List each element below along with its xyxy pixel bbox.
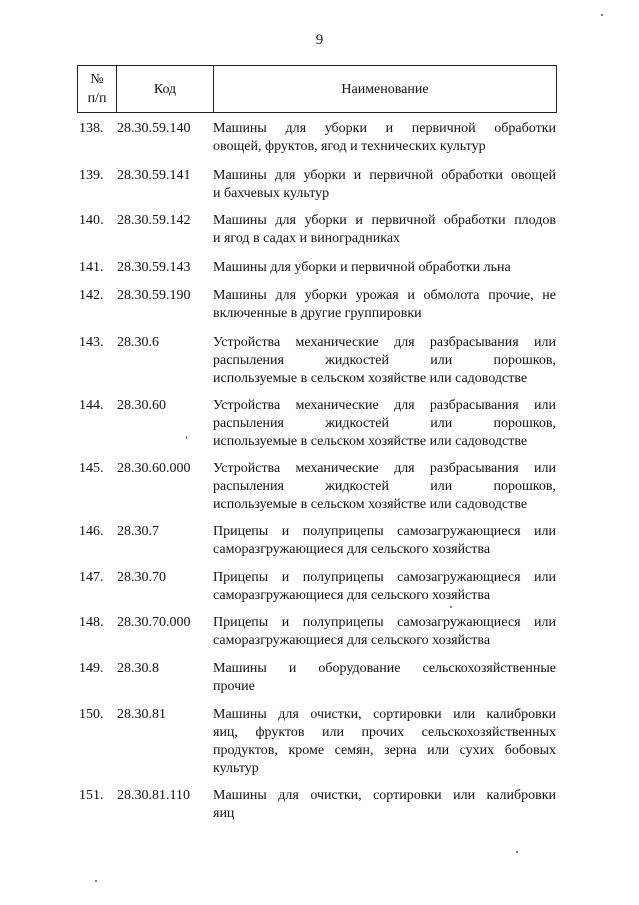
row-code: 28.30.81.110 (117, 788, 190, 803)
row-number: 140. (79, 213, 104, 228)
row-code: 28.30.59.190 (117, 288, 191, 303)
row-name (213, 706, 556, 778)
row-name-line: Машины для уборки урожая и обмолота прочие, не (213, 288, 556, 303)
row-name (213, 460, 556, 514)
row-number: 149. (79, 661, 104, 676)
row-number: 150. (79, 707, 104, 722)
row-name-line: Машины для уборки и первичной обработки плодов (213, 213, 556, 228)
row-code: 28.30.70 (117, 570, 166, 585)
row-name-line: Машины для уборки и первичной обработки овощей (213, 168, 556, 183)
scan-speck (450, 606, 452, 608)
scan-speck (95, 880, 97, 882)
row-code: 28.30.6 (117, 335, 159, 350)
row-name (213, 167, 556, 203)
row-number: 139. (79, 168, 104, 183)
row-name-line: Машины для уборки и первичной обработки льна (213, 260, 511, 275)
row-number: 146. (79, 524, 104, 539)
row-code: 28.30.59.141 (117, 168, 191, 183)
row-name-line: саморазгружающиеся для сельского хозяйства (213, 588, 491, 603)
row-name (213, 569, 556, 605)
row-name-line: Прицепы и полуприцепы самозагружающиеся или (213, 570, 556, 585)
row-number: 148. (79, 615, 104, 630)
row-name-line: саморазгружающиеся для сельского хозяйства (213, 542, 491, 557)
row-name-line: распыления жидкостей или порошков, (213, 353, 556, 368)
row-name (213, 523, 556, 559)
row-name-line: используемые в сельском хозяйстве или садоводстве (213, 497, 528, 512)
row-name (213, 660, 556, 696)
row-name (213, 212, 556, 248)
row-number: 145. (79, 461, 104, 476)
row-number: 151. (79, 788, 104, 803)
row-code: 28.30.60 (117, 398, 166, 413)
row-name-line: Устройства механические для разбрасывания или (213, 398, 556, 413)
row-code: 28.30.70.000 (117, 615, 191, 630)
row-name (213, 787, 556, 823)
row-name-line: культур (213, 761, 259, 776)
row-code: 28.30.60.000 (117, 461, 191, 476)
row-name-line: распыления жидкостей или порошков, (213, 479, 556, 494)
header-num-cell (78, 66, 117, 113)
page-number: 9 (315, 32, 324, 48)
row-name (213, 614, 556, 650)
row-name-line: Машины для очистки, сортировки или калибровки (213, 707, 556, 722)
row-number: 144. (79, 398, 104, 413)
row-name-line: Прицепы и полуприцепы самозагружающиеся или (213, 524, 556, 539)
scan-speck (516, 851, 518, 853)
row-code: 28.30.59.143 (117, 260, 191, 275)
scan-speck (186, 436, 187, 439)
row-code: 28.30.8 (117, 661, 159, 676)
row-name-line: используемые в сельском хозяйстве или садоводстве (213, 371, 528, 386)
row-name-line: овощей, фруктов, ягод и технических культур (213, 139, 486, 154)
row-name (213, 259, 556, 277)
row-name-line: Устройства механические для разбрасывания или (213, 461, 556, 476)
row-name-line: Устройства механические для разбрасывания или (213, 335, 556, 350)
row-name-line: Машины для очистки, сортировки или калибровки (213, 788, 556, 803)
row-name-line: Машины для уборки и первичной обработки (213, 121, 556, 136)
row-name-line: включенные в другие группировки (213, 306, 422, 321)
row-name-line: Прицепы и полуприцепы самозагружающиеся или (213, 615, 556, 630)
header-name-cell: Наименование (214, 66, 557, 113)
row-name-line: и бахчевых культур (213, 186, 330, 201)
row-code: 28.30.7 (117, 524, 159, 539)
row-name (213, 397, 556, 451)
scan-speck (601, 14, 603, 16)
row-name-line: используемые в сельском хозяйстве или садоводстве (213, 434, 528, 449)
row-code: 28.30.81 (117, 707, 166, 722)
row-number: 143. (79, 335, 104, 350)
row-name-line: распыления жидкостей или порошков, (213, 416, 556, 431)
row-name-line: Машины и оборудование сельскохозяйственные (213, 661, 556, 676)
table-header (77, 65, 557, 113)
row-name-line: прочие (213, 679, 255, 694)
row-name (213, 120, 556, 156)
row-name-line: яиц, фруктов или прочих сельскохозяйственных (213, 725, 556, 740)
row-name-line: продуктов, кроме семян, зерна или сухих бобовых (213, 743, 556, 758)
row-number: 142. (79, 288, 104, 303)
row-code: 28.30.59.142 (117, 213, 191, 228)
row-number: 141. (79, 260, 104, 275)
row-name-line: саморазгружающиеся для сельского хозяйства (213, 633, 491, 648)
row-name (213, 334, 556, 388)
row-number: 147. (79, 570, 104, 585)
row-name-line: яиц (213, 806, 235, 821)
row-code: 28.30.59.140 (117, 121, 191, 136)
row-number: 138. (79, 121, 104, 136)
header-code-cell: Код (117, 66, 214, 113)
header-num-label: № (90, 72, 104, 87)
header-num-sublabel: п/п (87, 91, 107, 106)
row-name (213, 287, 556, 323)
row-name-line: и ягод в садах и виноградниках (213, 231, 401, 246)
